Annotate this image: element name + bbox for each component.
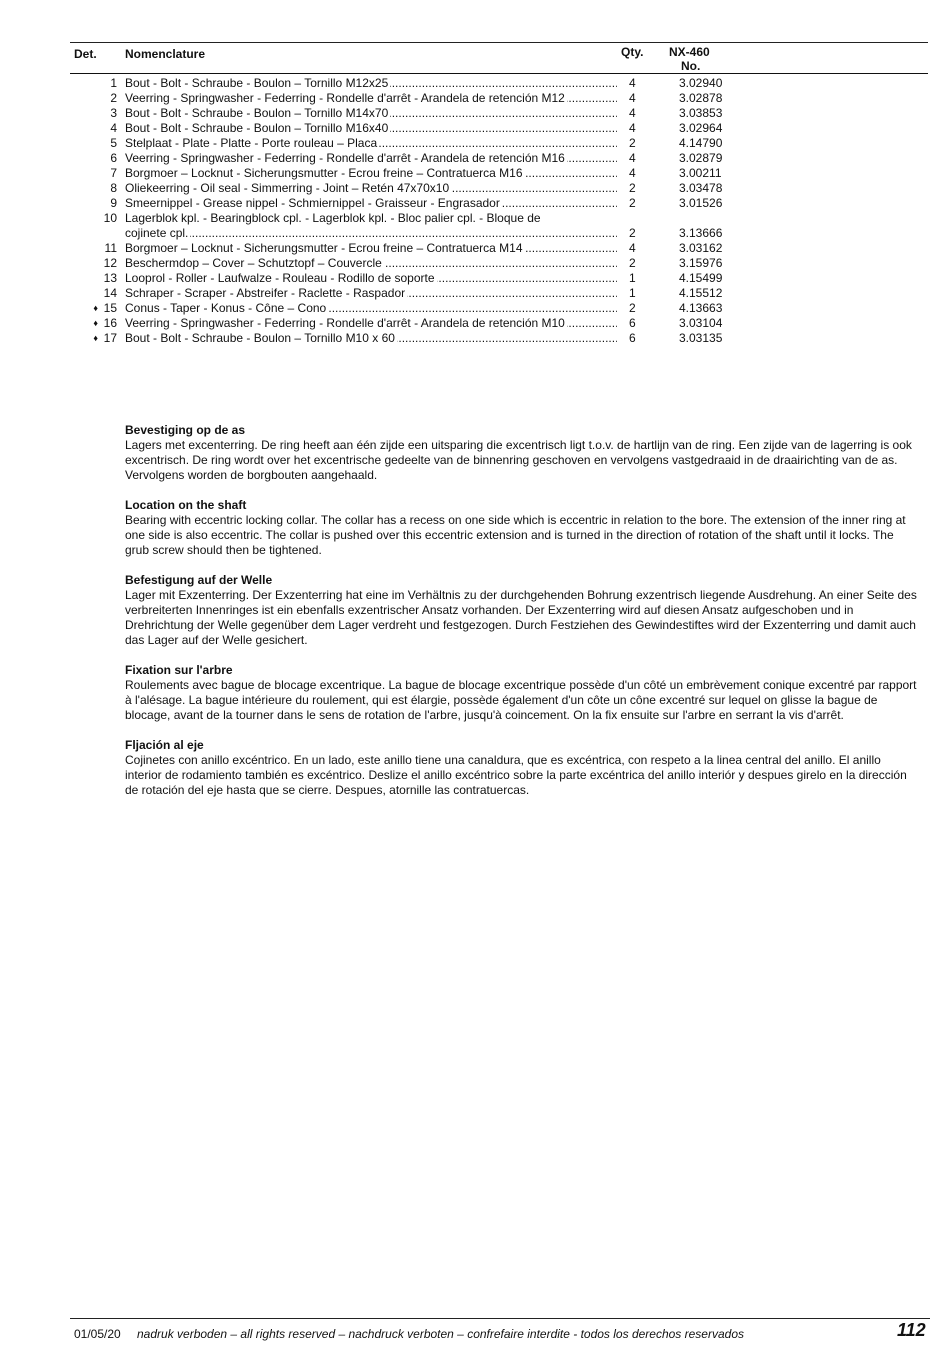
row-part-number: 3.03135: [679, 331, 723, 345]
footer-rule: [70, 1318, 930, 1319]
row-description: [125, 76, 617, 91]
row-qty: 4: [629, 76, 636, 90]
row-description: [125, 121, 617, 136]
table-row: [0, 91, 950, 106]
row-det: 13: [103, 271, 117, 285]
section-title: Fljación al eje: [125, 738, 204, 752]
instruction-section: [125, 498, 920, 558]
row-det: 7: [110, 166, 117, 180]
row-description-line1: Lagerblok kpl. - Bearingblock cpl. - Lagerblok kpl. - Bloc palier cpl. - Bloque de: [125, 211, 541, 225]
row-qty: 6: [629, 331, 636, 345]
row-qty: 4: [629, 121, 636, 135]
row-marker: ♦: [93, 303, 98, 313]
header-number: No.: [681, 59, 701, 73]
row-qty: 4: [629, 151, 636, 165]
table-row: [0, 256, 950, 271]
row-description-text: Borgmoer – Locknut - Sicherungsmutter - Ecrou freine – Contratuerca M16: [125, 166, 523, 180]
row-part-number: 3.01526: [679, 196, 723, 210]
table-row: [0, 271, 950, 286]
row-description-dotted: [125, 151, 617, 166]
row-description-dotted: [125, 286, 617, 301]
instruction-section: [125, 573, 920, 648]
row-det: 11: [104, 241, 117, 255]
row-det: 10: [103, 211, 117, 225]
row-description: [125, 286, 617, 301]
row-description-dotted: [125, 181, 617, 196]
row-description-text: Looprol - Roller - Laufwalze - Rouleau - Rodillo de soporte: [125, 271, 435, 285]
row-description-dotted: [125, 331, 617, 346]
row-description-text: Veerring - Springwasher - Federring - Rondelle d'arrêt - Arandela de retención M12: [125, 91, 565, 105]
row-description-text: Stelplaat - Plate - Platte - Porte rouleau – Placa: [125, 136, 378, 150]
row-description: [125, 91, 617, 106]
table-row: [0, 196, 950, 211]
table-row: [0, 181, 950, 196]
section-title: Befestigung auf der Welle: [125, 573, 273, 587]
row-description-text: Beschermdop – Cover – Schutztopf – Couvercle: [125, 256, 382, 270]
row-qty: 2: [629, 256, 636, 270]
row-description: [125, 166, 617, 181]
parts-table: [0, 76, 950, 346]
row-qty: 2: [629, 181, 636, 195]
instruction-section: [125, 738, 920, 798]
row-description: [125, 331, 617, 346]
table-row: [0, 286, 950, 301]
instruction-section: [125, 663, 920, 723]
row-qty: 1: [629, 286, 636, 300]
row-description: [125, 271, 617, 286]
row-description-dotted: [125, 166, 617, 181]
row-description-text: Veerring - Springwasher - Federring - Rondelle d'arrêt - Arandela de retención M10: [125, 316, 565, 330]
row-description-text: Bout - Bolt - Schraube - Boulon – Tornillo M14x70: [125, 106, 389, 120]
row-part-number: 3.03853: [679, 106, 723, 120]
table-row: [0, 331, 950, 346]
row-description-dotted: [125, 76, 617, 91]
row-qty: 2: [629, 226, 636, 240]
row-det: 3: [110, 106, 117, 120]
footer-date: 01/05/20: [74, 1327, 121, 1341]
row-description-text: Bout - Bolt - Schraube - Boulon – Tornillo M10 x 60: [125, 331, 395, 345]
row-description: [125, 211, 617, 241]
row-qty: 6: [629, 316, 636, 330]
row-det: 12: [103, 256, 117, 270]
row-description-text: Schraper - Scraper - Abstreifer - Raclette - Raspador: [125, 286, 406, 300]
row-description-dotted: [125, 106, 617, 121]
row-description-line2: [125, 226, 617, 241]
table-top-rule: [70, 42, 928, 43]
row-qty: 2: [629, 196, 636, 210]
row-part-number: 3.02940: [679, 76, 723, 90]
page-number: 112: [897, 1320, 926, 1340]
row-description-text: Conus - Taper - Konus - Cône – Cono: [125, 301, 327, 315]
row-description: [125, 196, 617, 211]
row-part-number: 4.14790: [679, 136, 723, 150]
row-description-line2-text: cojinete cpl.: [125, 226, 189, 240]
section-title: Location on the shaft: [125, 498, 247, 512]
row-det: 1: [110, 76, 117, 90]
row-qty: 2: [629, 301, 636, 315]
row-description-dotted: [125, 241, 617, 256]
row-qty: 4: [629, 91, 636, 105]
row-part-number: 3.02964: [679, 121, 723, 135]
row-description-text: Borgmoer – Locknut - Sicherungsmutter - Ecrou freine – Contratuerca M14: [125, 241, 523, 255]
row-description-text: Oliekeerring - Oil seal - Simmerring - Joint – Retén 47x70x10: [125, 181, 450, 195]
row-part-number: 3.02878: [679, 91, 723, 105]
row-description: [125, 151, 617, 166]
table-row: [0, 301, 950, 316]
section-body: Bearing with eccentric locking collar. The collar has a recess on one side which is eccentric in relation to the bore. The extension of the inner ring at one side is also eccentric. The collar is pushed over this eccentric extension and is turned in the direction of rotation of the shaft until it locks. The grub screw should then be tightened.: [125, 513, 906, 557]
section-body: Lagers met excenterring. De ring heeft aan één zijde een uitsparing die excentrisch ligt t.o.v. de hartlijn van de ring. Een zijde van de lagerring is ook excentrisch. De ring wordt over het excentrische gedeelte van de binnenring geschoven en vervolgens vastgedraaid in de draairichting van de as. Vervolgens worden de borgbouten aangehaald.: [125, 438, 912, 482]
row-part-number: 4.15512: [679, 286, 723, 300]
row-description: [125, 316, 617, 331]
header-nomenclature: Nomenclature: [125, 47, 206, 61]
instructions: [125, 423, 920, 813]
row-description-dotted: [125, 91, 617, 106]
row-det: 6: [110, 151, 117, 165]
table-row: [0, 121, 950, 136]
row-qty: 4: [629, 241, 636, 255]
table-row: [0, 151, 950, 166]
row-marker: ♦: [93, 333, 98, 343]
section-title: Fixation sur l'arbre: [125, 663, 233, 677]
row-qty: 1: [629, 271, 636, 285]
row-det: 14: [103, 286, 117, 300]
table-row: [0, 211, 950, 241]
row-description-dotted: [125, 121, 617, 136]
row-part-number: 4.13663: [679, 301, 723, 315]
row-qty: 4: [629, 166, 636, 180]
table-header-rule: [70, 73, 928, 74]
section-title: Bevestiging op de as: [125, 423, 246, 437]
row-description-dotted: [125, 256, 617, 271]
table-row: [0, 106, 950, 121]
row-det: 9: [110, 196, 117, 210]
row-description: [125, 301, 617, 316]
row-description-dotted: [125, 271, 617, 286]
table-row: [0, 136, 950, 151]
row-description: [125, 256, 617, 271]
row-qty: 4: [629, 106, 636, 120]
row-marker: ♦: [93, 318, 98, 328]
table-row: [0, 166, 950, 181]
row-description-text: Veerring - Springwasher - Federring - Rondelle d'arrêt - Arandela de retención M16: [125, 151, 565, 165]
row-description-dotted: [125, 316, 617, 331]
section-body: Roulements avec bague de blocage excentrique. La bague de blocage excentrique possède d'un côté un embrèvement conique excentré par rapport à l'alésage. La bague intérieure du roulement, qui est élargie, possède également d'un côte un cône excentré sur lequel on glisse la bague de blocage, avant de la tourner dans le sens de rotation de l'arbre, jusqu'à coincement. On la fix ensuite sur l'arbre en serrant la vis d'arrêt.: [125, 678, 917, 722]
footer-rights: nadruk verboden – all rights reserved – nachdruck verboten – confrefaire interdite - todos los derechos reservados: [137, 1327, 745, 1341]
row-part-number: 3.03478: [679, 181, 723, 195]
row-description: [125, 106, 617, 121]
row-det: 16: [103, 316, 117, 330]
row-description: [125, 181, 617, 196]
row-part-number: 3.13666: [679, 226, 723, 240]
row-description-text: Bout - Bolt - Schraube - Boulon – Tornillo M16x40: [125, 121, 389, 135]
row-description: [125, 241, 617, 256]
instruction-section: [125, 423, 920, 483]
row-part-number: 3.00211: [679, 166, 722, 180]
header-qty: Qty.: [621, 45, 644, 59]
row-det: 2: [110, 91, 117, 105]
table-row: [0, 76, 950, 91]
header-model: NX-460: [669, 45, 710, 59]
row-description-dotted: [125, 196, 617, 211]
header-det: Det.: [74, 47, 97, 61]
row-det: 4: [110, 121, 117, 135]
row-part-number: 4.15499: [679, 271, 723, 285]
row-description-text: Bout - Bolt - Schraube - Boulon – Tornillo M12x25: [125, 76, 389, 90]
section-body: Lager mit Exzenterring. Der Exzenterring hat eine im Verhältnis zu der durchgehenden Bohrung exzentrisch liegende Ausdrehung. An einer Seite des verbreiterten Innenringes ist ein ebenfalls exzentrischer Ansatz vorhanden. Der Exzenterring wird auf diesen Ansatz aufgeschoben und in Drehrichtung der Welle gegenüber dem Lager verdreht und festgezogen. Durch Festziehen des Gewindestiftes wird der Exzenterring und damit auch das Lager auf der Welle gesichert.: [125, 588, 917, 647]
row-det: 5: [110, 136, 117, 150]
table-row: [0, 241, 950, 256]
row-part-number: 3.03162: [679, 241, 723, 255]
row-part-number: 3.03104: [679, 316, 723, 330]
section-body: Cojinetes con anillo excéntrico. En un lado, este anillo tiene una canaldura, que es excéntrica, con respeto a la linea central del anillo. El anillo interior de rodamiento también es excéntrico. Deslize el anillo excéntrico sobre la parte excéntrica del anillo interiór y despues girelo en la dirección de rotación del eje hasta que se cierre. Despues, atornille las contratuercas.: [125, 753, 907, 797]
row-part-number: 3.02879: [679, 151, 723, 165]
row-det: 17: [103, 331, 117, 345]
table-row: [0, 316, 950, 331]
row-part-number: 3.15976: [679, 256, 723, 270]
row-description: [125, 136, 617, 151]
row-det: 8: [110, 181, 117, 195]
row-description-dotted: [125, 301, 617, 316]
row-det: 15: [103, 301, 117, 315]
row-description-text: Smeernippel - Grease nippel - Schmiernippel - Graisseur - Engrasador: [125, 196, 500, 210]
row-description-dotted: [125, 136, 617, 151]
row-qty: 2: [629, 136, 636, 150]
